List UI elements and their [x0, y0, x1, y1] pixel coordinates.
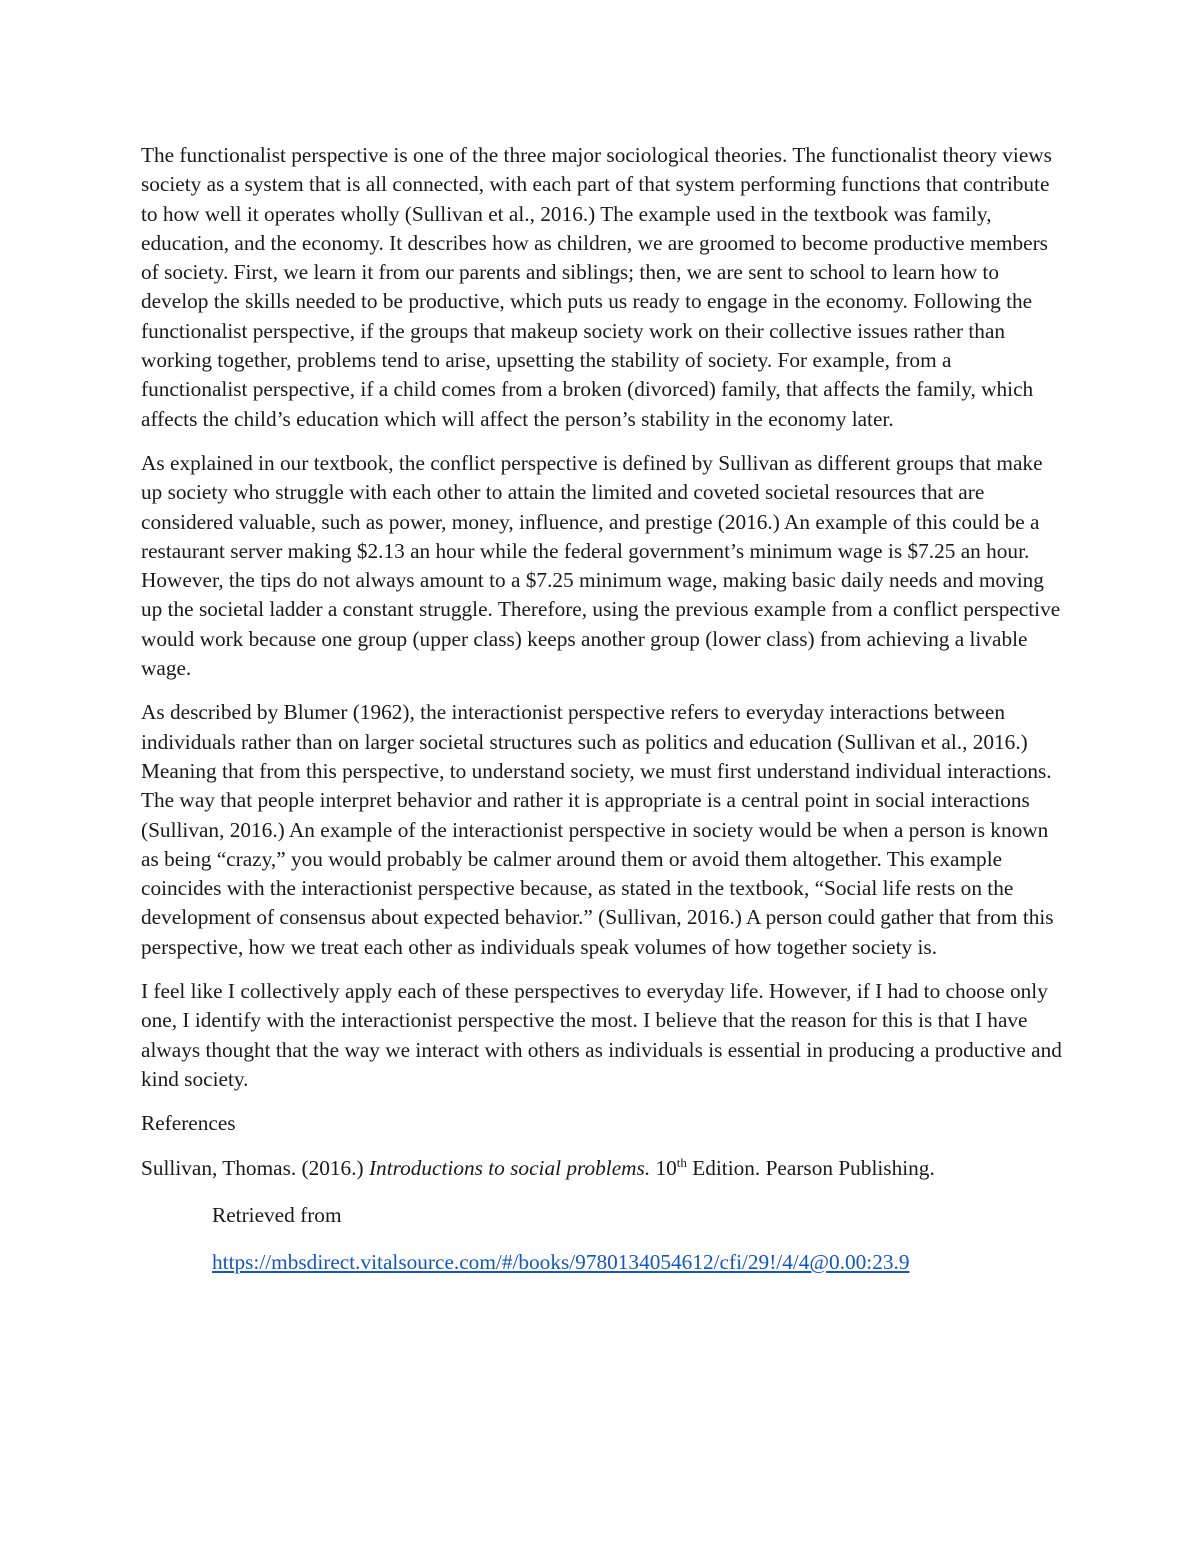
document-body	[141, 141, 1063, 1277]
reference-edition-rest: Edition. Pearson Publishing.	[686, 1155, 935, 1180]
reference-title: Introductions to social problems.	[368, 1155, 651, 1180]
reference-edition-number: 10	[650, 1155, 677, 1180]
reference-entry	[141, 1154, 1063, 1183]
references-heading: References	[141, 1111, 236, 1136]
paragraph-conflict: As explained in our textbook, the conflict perspective is defined by Sullivan as different groups that make up society who struggle with each other to attain the limited and coveted societal resources that are considered valuable, such as power, money, influence, and prestige (2016.) An example of this could be a restaurant server making $2.13 an hour while the federal government’s minimum wage is $7.25 an hour. However, the tips do not always amount to a $7.25 minimum wage, making basic daily needs and moving up the societal ladder a constant struggle. Therefore, using the previous example from a conflict perspective would work because one group (upper class) keeps another group (lower class) from achieving a livable wage.	[141, 450, 1061, 681]
paragraph-functionalist: The functionalist perspective is one of the three major sociological theories. The functionalist theory views society as a system that is all connected, with each part of that system performing functions that contribute to how well it operates wholly (Sullivan et al., 2016.) The example used in the textbook was family, education, and the economy. It describes how as children, we are groomed to become productive members of society. First, we learn it from our parents and siblings; then, we are sent to school to learn how to develop the skills needed to be productive, which puts us ready to engage in the economy. Following the functionalist perspective, if the groups that makeup society work on their collective issues rather than working together, problems tend to arise, upsetting the stability of society. For example, from a functionalist perspective, if a child comes from a broken (divorced) family, that affects the family, which affects the child’s education which will affect the person’s stability in the economy later.	[141, 143, 1052, 431]
paragraph-interactionist: As described by Blumer (1962), the interactionist perspective refers to everyday interactions between individuals rather than on larger societal structures such as politics and education (Sullivan et al., 2016.) Meaning that from this perspective, to understand society, we must first understand individual interactions. The way that people interpret behavior and rather it is appropriate is a central point in social interactions (Sullivan, 2016.) An example of the interactionist perspective in society would be when a person is known as being “crazy,” you would probably be calmer around them or avoid them altogether. This example coincides with the interactionist perspective because, as stated in the textbook, “Social life rests on the development of consensus about expected behavior.” (Sullivan, 2016.) A person could gather that from this perspective, how we treat each other as individuals speak volumes of how together society is.	[141, 700, 1054, 959]
paragraph-conclusion: I feel like I collectively apply each of these perspectives to everyday life. However, if I had to choose only one, I identify with the interactionist perspective the most. I believe that the reason for this is that I have always thought that the way we interact with others as individuals is essential in producing a productive and kind society.	[141, 979, 1062, 1091]
reference-url-line	[212, 1248, 1063, 1277]
reference-author-year: Sullivan, Thomas. (2016.)	[141, 1155, 369, 1180]
reference-url-link[interactable]: https://mbsdirect.vitalsource.com/#/books/9780134054612/cfi/29!/4/4@0.00:23.9	[212, 1250, 910, 1275]
retrieved-from-label: Retrieved from	[212, 1202, 342, 1227]
reference-edition-suffix: th	[676, 1154, 687, 1170]
